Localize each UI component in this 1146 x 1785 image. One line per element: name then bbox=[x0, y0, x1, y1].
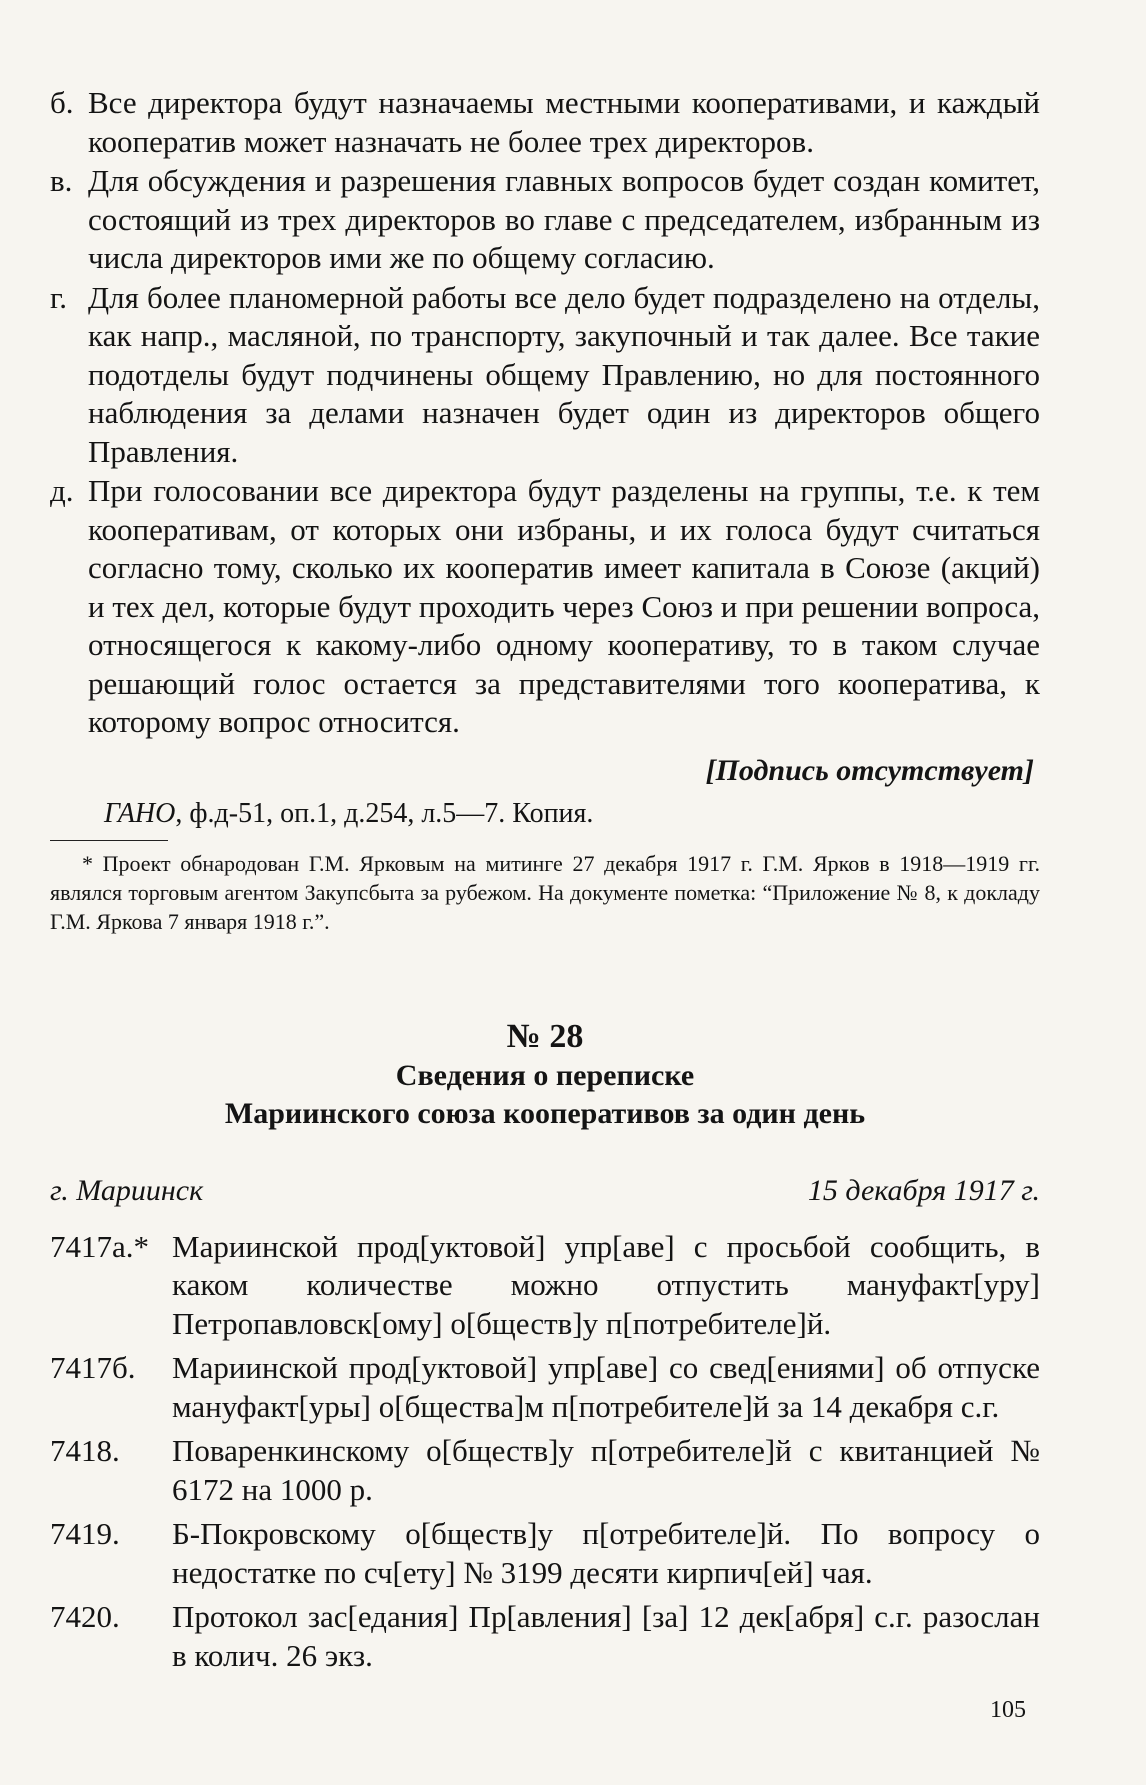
entry-text: Б-Покровскому о[бществ]у п[отребителе]й. По вопросу о недостатке по сч[ету] № 3199 десяти кирпич[ей] чая. bbox=[172, 1516, 1040, 1590]
item-letter: в. bbox=[50, 163, 73, 198]
item-text: Все директора будут назначаемы местными кооперативами, и каждый кооператив может назначать не более трех директоров. bbox=[88, 85, 1040, 159]
archive-name: ГАНО bbox=[104, 797, 176, 829]
footnote-divider bbox=[50, 840, 168, 841]
document-title-line-1: Сведения о переписке bbox=[395, 1058, 695, 1092]
entry-number: 7417б. bbox=[50, 1350, 136, 1385]
list-item bbox=[50, 279, 1040, 472]
entry-list bbox=[50, 1228, 1040, 1676]
archive-reference: , ф.д-51, оп.1, д.254, л.5—7. Копия. bbox=[175, 797, 594, 829]
document-place: г. Мариинск bbox=[50, 1173, 204, 1207]
entry-text: Мариинской прод[уктовой] упр[аве] со свед[ениями] об отпуске мануфакт[уры] о[бщества]м п[потребителе]й за 14 декабря с.г. bbox=[172, 1350, 1040, 1424]
entry-row bbox=[50, 1515, 1040, 1592]
item-letter: д. bbox=[50, 473, 74, 508]
entry-number: 7419. bbox=[50, 1516, 120, 1551]
item-text: При голосовании все директора будут разделены на группы, т.е. к тем кооперативам, от которых они избраны, и их голоса будут считаться согласно тому, сколько их кооператив имеет капитала в Союзе (акций) и тех дел, которые будут проходить через Союз и при решении вопроса, относящегося к какому-либо одному кооперативу, то в таком случае решающий голос остается за представителями того кооператива, к которому вопрос относится. bbox=[88, 473, 1040, 739]
entry-row bbox=[50, 1228, 1040, 1344]
page-content bbox=[50, 84, 1040, 1675]
entry-text: Протокол зас[едания] Пр[авления] [за] 12 дек[абря] с.г. разослан в колич. 26 экз. bbox=[172, 1599, 1040, 1673]
signature-note: [Подпись отсутствует] bbox=[705, 753, 1034, 787]
list-item bbox=[50, 162, 1040, 278]
document-date: 15 декабря 1917 г. bbox=[807, 1173, 1040, 1207]
entry-number: 7418. bbox=[50, 1433, 120, 1468]
entry-row bbox=[50, 1598, 1040, 1675]
list-item bbox=[50, 84, 1040, 161]
footnote: * Проект обнародован Г.М. Ярковым на митинге 27 декабря 1917 г. Г.М. Ярков в 1918—1919 гг. являлся торговым агентом Закупсбыта за рубежом. На документе пометка: “Приложение № 8, к докладу Г.М. Яркова 7 января 1918 г.”. bbox=[50, 850, 1040, 934]
entry-number: 7420. bbox=[50, 1599, 120, 1634]
document-title-line-2: Мариинского союза кооперативов за один день bbox=[224, 1096, 866, 1130]
list-item bbox=[50, 472, 1040, 742]
entry-text: Поваренкинскому о[бществ]у п[отребителе]й с квитанцией № 6172 на 1000 р. bbox=[172, 1433, 1040, 1507]
entry-number: 7417а.* bbox=[50, 1228, 150, 1264]
archive-source bbox=[50, 798, 1040, 830]
item-text: Для более планомерной работы все дело будет подразделено на отделы, как напр., масляной, по транспорту, закупочный и так далее. Все такие подотделы будут подчинены общему Правлению, но для постоянного наблюдения за делами назначен будет один из директоров общего Правления. bbox=[88, 279, 1040, 469]
page-number: 105 bbox=[990, 1697, 1026, 1723]
entry-text: Мариинской прод[уктовой] упр[аве] с просьбой сообщить, в каком количестве можно отпустить мануфакт[уру] Петропавловск[ому] о[бществ]у п[потребителе]й. bbox=[172, 1228, 1040, 1341]
entry-row bbox=[50, 1349, 1040, 1426]
place-date-line bbox=[50, 1174, 1040, 1208]
item-letter: б. bbox=[50, 85, 74, 120]
item-letter: г. bbox=[50, 279, 67, 315]
item-text: Для обсуждения и разрешения главных вопросов будет создан комитет, состоящий из трех директоров во главе с председателем, избранным из числа директоров ими же по общему согласию. bbox=[88, 163, 1040, 275]
document-number: № 28 bbox=[506, 1017, 584, 1055]
entry-row bbox=[50, 1432, 1040, 1509]
